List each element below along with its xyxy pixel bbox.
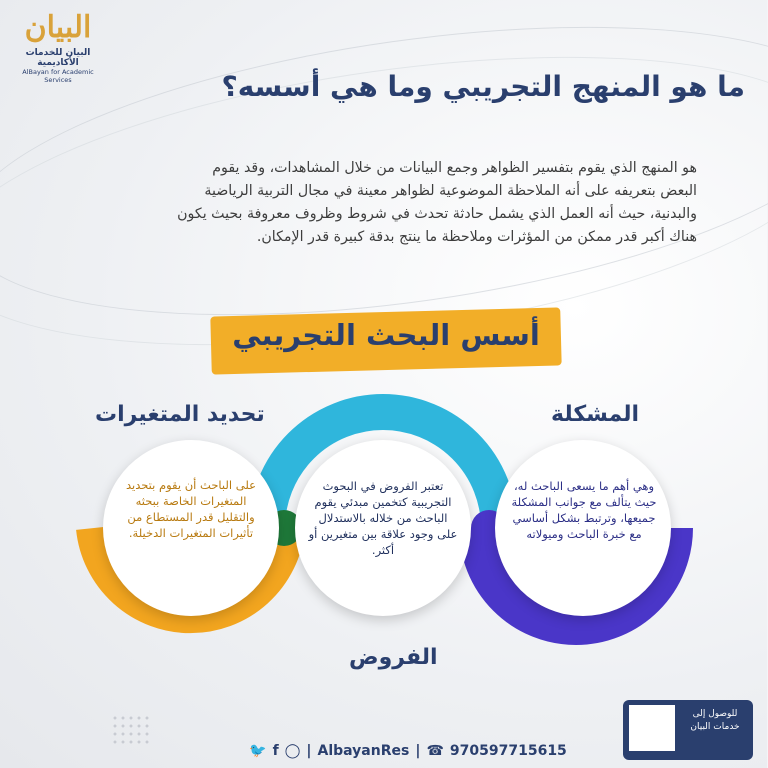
divider: |	[307, 743, 313, 759]
variables-text: على الباحث أن يقوم بتحديد المتغيرات الخاصة ببحثه والتقليل قدر المستطاع من تأثيرات المتغيرات الدخيلة.	[126, 478, 258, 540]
logo-mark: البيان	[25, 10, 93, 45]
page-title: ما هو المنهج التجريبي وما هي أسسه؟	[222, 70, 746, 103]
problem-heading: المشكلة	[552, 402, 641, 427]
footer-contact	[214, 738, 604, 764]
hypotheses-heading: الفروض	[350, 645, 439, 670]
qr-label	[682, 708, 750, 734]
logo-name-ar: البيان للخدمات الأكاديمية	[26, 48, 92, 68]
hypotheses-text: تعتبر الفروض في البحوث التجريبية كتخمين مبدئي يقوم الباحث من خلاله بالاستدلال على وجود علاقة بين متغيرين أو أكثر.	[309, 479, 459, 557]
social-handle[interactable]: AlbayanRes	[318, 743, 411, 759]
qr-label-line2: خدمات البيان	[691, 722, 741, 732]
whatsapp-icon[interactable]: ☎	[427, 743, 445, 759]
qr-code[interactable]	[630, 705, 676, 751]
problem-text: وهي أهم ما يسعى الباحث له، حيث يتألف مع جوانب المشكلة جميعها، وترتبط بشكل أساسي مع خبرة الباحث وميولاته	[512, 479, 658, 541]
divider: |	[416, 743, 422, 759]
instagram-icon[interactable]: ◯	[285, 743, 302, 759]
phone-number[interactable]: 970597715615	[450, 743, 568, 759]
banner-title: أسس البحث التجريبي	[233, 318, 541, 352]
facebook-icon[interactable]: f	[273, 743, 280, 759]
intro-line: البعض بتعريفه على أنه الملاحظة الموضوعية لظواهر معينة في مجال التربية الرياضية	[205, 183, 698, 199]
variables-heading: تحديد المتغيرات	[96, 402, 266, 427]
intro-line: هو المنهج الذي يقوم بتفسير الظواهر وجمع البيانات من خلال المشاهدات، وقد يقوم	[213, 160, 698, 176]
decorative-dots	[112, 714, 152, 744]
logo-name-en: AlBayan for Academic Services	[23, 68, 95, 84]
twitter-icon[interactable]: 🐦	[250, 743, 268, 759]
intro-line: هناك أكبر قدر ممكن من المؤثرات وملاحظة ما ينتج بدقة كبيرة قدر الإمكان.	[257, 229, 698, 245]
qr-label-line1: للوصول إلى	[693, 709, 739, 719]
intro-line: والبدنية، حيث أنه العمل الذي يشمل حادثة تحدث في شروط وظروف معروفة بحيث يكون	[178, 206, 698, 222]
